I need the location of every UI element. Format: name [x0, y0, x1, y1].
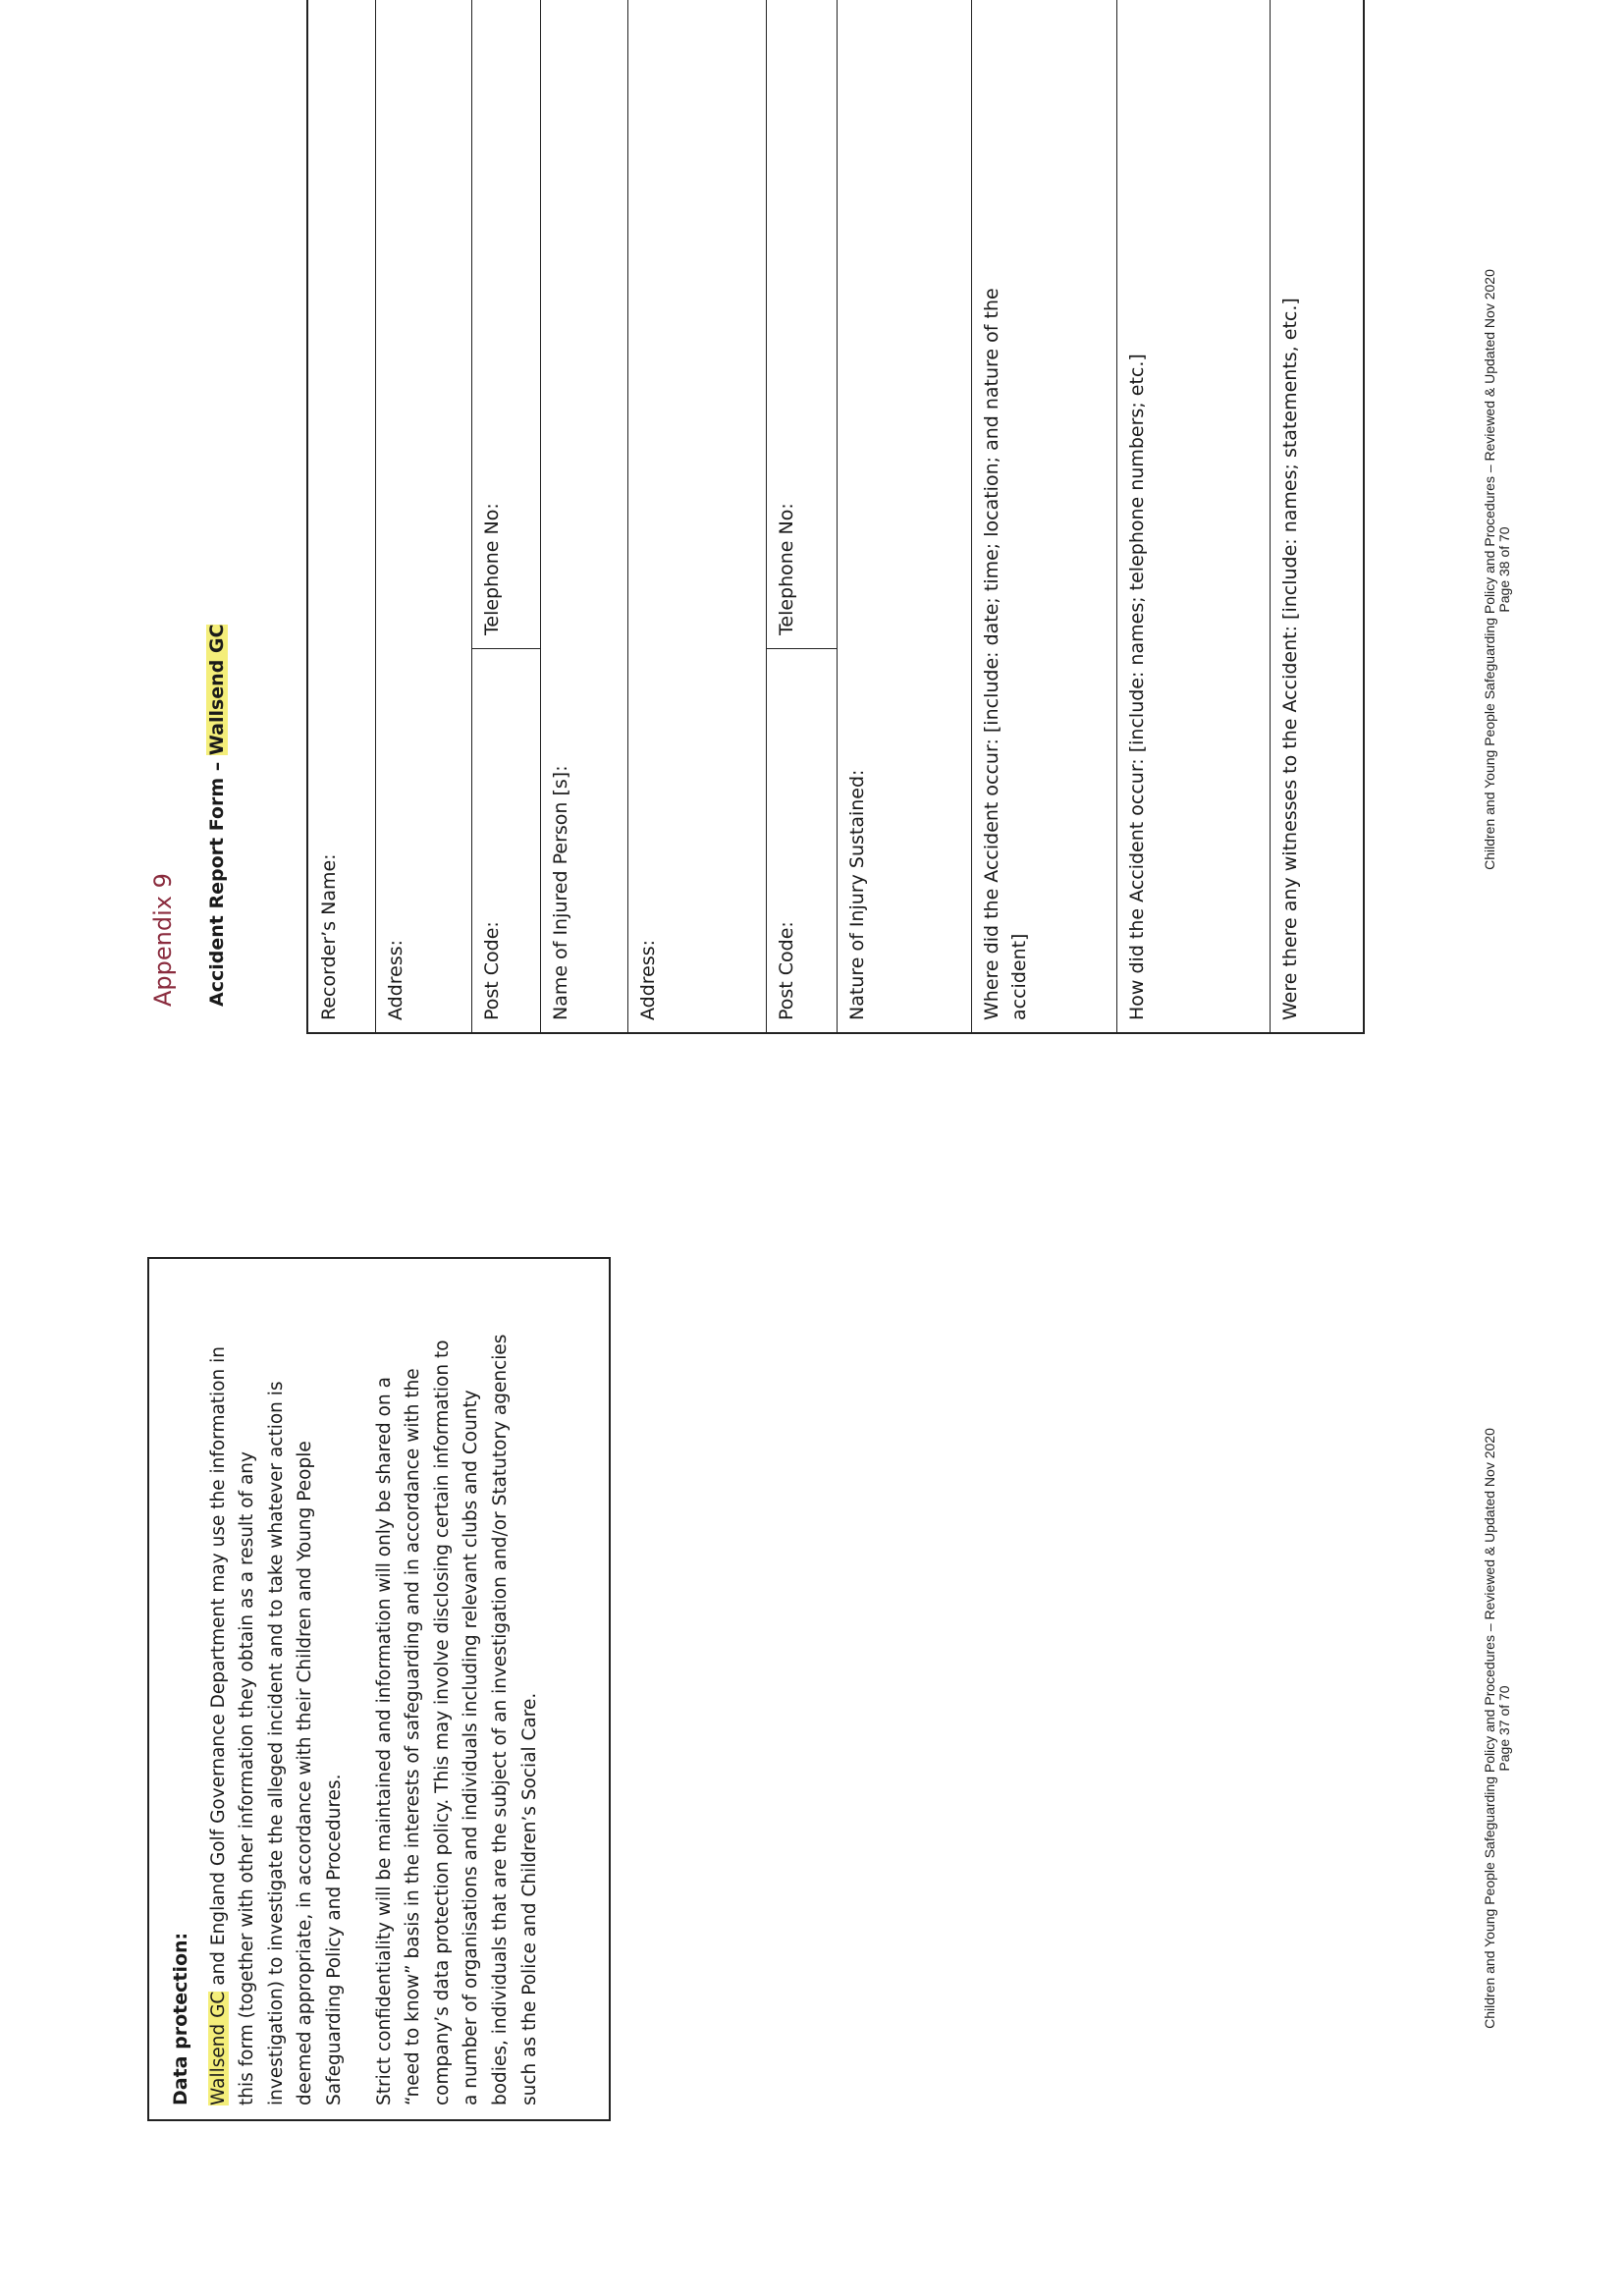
data-protection-paragraph-2 — [370, 1279, 545, 2105]
data-protection-box — [147, 1257, 611, 2121]
data-protection-paragraph-1 — [204, 1279, 350, 2105]
page-footer-right — [1483, 196, 1512, 943]
appendix-title: Appendix 9 — [149, 873, 177, 1007]
club-name-highlight: Wallsend GC — [207, 1991, 229, 2105]
address-field-2[interactable] — [627, 0, 669, 1032]
nature-of-injury-field[interactable] — [837, 0, 878, 1032]
telephone-field-1[interactable] — [471, 254, 513, 647]
paragraph-line: such as the Police and Children’s Social Care. — [518, 1692, 540, 2105]
footer-text: Children and Young People Safeguarding Policy and Procedures – Reviewed & Updated Nov 2020 — [1482, 1428, 1497, 2029]
address-field-1[interactable] — [375, 0, 416, 1032]
field-label: Address: — [385, 939, 406, 1020]
field-label: Recorder’s Name: — [318, 853, 340, 1020]
paragraph-line: deemed appropriate, in accordance with their Children and Young People — [295, 1441, 316, 2105]
post-code-field-1[interactable] — [471, 649, 513, 1032]
field-label: Address: — [637, 939, 659, 1020]
paragraph-line: a number of organisations and individuals including relevant clubs and County — [460, 1390, 482, 2105]
paragraph-line: Strict confidentiality will be maintained and information will only be shared on a — [373, 1377, 395, 2105]
injured-person-name-field[interactable] — [540, 0, 581, 1032]
field-label: Post Code: — [481, 921, 503, 1020]
field-label: Telephone No: — [776, 503, 797, 635]
field-label: Were there any witnesses to the Accident: [include: names; statements, etc.] — [1279, 298, 1301, 1020]
field-label: Where did the Accident occur: [include: date; time; location; and nature of the — [981, 288, 1002, 1020]
paragraph-line: “need to know” basis in the interests of safeguarding and in accordance with the — [403, 1368, 424, 2105]
footer-page-number: Page 37 of 70 — [1496, 1685, 1512, 1772]
telephone-field-2[interactable] — [766, 254, 807, 647]
accident-report-table — [306, 0, 1365, 1034]
form-title-text: Accident Report Form – — [206, 755, 228, 1007]
paragraph-line: Safeguarding Policy and Procedures. — [323, 1774, 345, 2105]
field-label: How did the Accident occur: [include: names; telephone numbers; etc.] — [1126, 354, 1148, 1020]
how-accident-field[interactable] — [1116, 0, 1158, 1032]
field-label: accident] — [1008, 933, 1030, 1020]
paragraph-text: and England Golf Governance Department may use the information in — [207, 1346, 229, 1992]
paragraph-line: this form (together with other information they obtain as a result of any — [237, 1451, 258, 2105]
witnesses-field[interactable] — [1270, 0, 1311, 1032]
where-accident-field[interactable] — [971, 0, 1040, 1032]
form-title — [206, 625, 228, 1007]
post-code-field-2[interactable] — [766, 649, 807, 1032]
paragraph-line: investigation) to investigate the alleged incident and to take whatever action is — [265, 1381, 287, 2105]
club-name-highlight: Wallsend GC — [206, 624, 228, 756]
field-label: Name of Injured Person [s]: — [550, 765, 571, 1020]
paragraph-line: bodies, individuals that are the subject of an investigation and/or Statutory agencies — [489, 1334, 511, 2105]
field-label: Post Code: — [776, 921, 797, 1020]
recorders-name-field[interactable] — [308, 0, 350, 1032]
footer-text: Children and Young People Safeguarding Policy and Procedures – Reviewed & Updated Nov 2020 — [1482, 269, 1497, 870]
footer-page-number: Page 38 of 70 — [1496, 526, 1512, 613]
field-label: Telephone No: — [481, 503, 503, 635]
data-protection-title: Data protection: — [170, 1932, 191, 2105]
paragraph-line: company’s data protection policy. This may involve disclosing certain information to — [431, 1339, 453, 2105]
page-footer-left — [1483, 1365, 1512, 2092]
field-label: Nature of Injury Sustained: — [846, 769, 868, 1020]
